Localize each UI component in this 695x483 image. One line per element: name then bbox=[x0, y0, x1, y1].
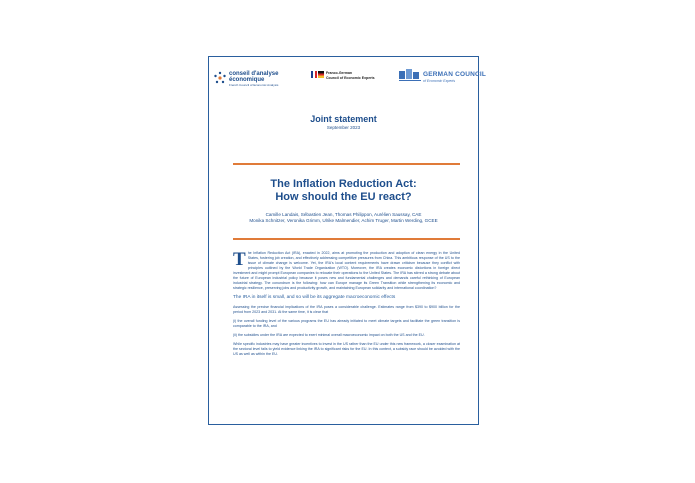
cae-name-line1: conseil d'analyse bbox=[229, 71, 279, 77]
gcee-mark-icon bbox=[399, 69, 421, 81]
gfr-line1: Franco-German bbox=[326, 71, 353, 75]
statement-body bbox=[233, 251, 460, 361]
authors bbox=[209, 212, 478, 224]
cae-star-icon bbox=[213, 71, 227, 85]
gcee-subtitle: of Economic Experts bbox=[423, 79, 456, 83]
cae-subtitle: French Council of Economic Analysis bbox=[229, 83, 279, 87]
paragraph-2: (i) the overall funding level of the various programs the EU has already initiated to meet climate targets and facilitate the green transition is comparable to the IRA, and bbox=[233, 319, 460, 328]
page-title bbox=[209, 178, 478, 204]
paragraph-3: (ii) the subsidies under the IRA are expected to exert minimal overall macroeconomic impact on both the US and the EU. bbox=[233, 333, 425, 337]
statement-date: September 2023 bbox=[326, 125, 361, 130]
statement-kind: Joint statement bbox=[310, 114, 377, 124]
paragraph-1: Assessing the precise financial implications of the IRA poses a considerable challenge. Estimates range from $390 to $900 billion for the period from 2023 and 2031. At the same time, it is clear that bbox=[233, 305, 460, 314]
title-line1: The Inflation Reduction Act: bbox=[270, 178, 417, 190]
divider-bottom bbox=[233, 238, 460, 240]
france-flag-icon bbox=[311, 71, 317, 78]
intro-paragraph bbox=[233, 251, 460, 291]
cae-name-line2: économique bbox=[229, 77, 265, 83]
logo-bar bbox=[213, 69, 487, 99]
paragraph-4: While specific industries may have greater incentives to invest in the US rather than the EU under this new framework, a closer examination at the sectoral level fails to yield evidence linking the IRA to significant risks for the EU. In this context, a subsidy race should be avoided with the US as well as within the EU. bbox=[233, 342, 460, 356]
section-heading: The IRA in itself is small, and so will be its aggregate macroeconomic effects bbox=[233, 295, 396, 300]
germany-flag-icon bbox=[318, 71, 324, 78]
gfr-line2: Council of Economic Experts bbox=[326, 75, 375, 80]
authors-gcee: Monika Schnitzer, Veronika Grimm, Ulrike Malmendier, Achim Truger, Martin Werding, GCEE bbox=[249, 218, 438, 223]
gcee-name: GERMAN COUNCIL bbox=[423, 71, 487, 78]
drop-cap: T bbox=[233, 249, 246, 270]
title-line2: How should the EU react? bbox=[275, 191, 412, 203]
intro-text: he Inflation Reduction Act (IRA), enacted in 2022, aims at promoting the production and adoption of clean energy in the United States, fostering job creation, and effectively addressing competitive pressures from China. This ambitious response of the US to the issue of climate change is welcome. Yet, the IRA's local content requirements have drawn criticism because they conflict with principles outlined by the World Trade Organization (WTO). Moreover, the IRA creates economic distortions in foreign direct investment and might prompt European companies to relocate their operations to the United States. The IRA has stirred a strong debate about the future of European industrial policy because it poses new and fundamental challenges and demands careful rethinking of European industrial strategy. The conundrum is the following: how can Europe manage its Green Transition while strengthening its economic and strategic resilience, preserving jobs and productivity growth, and maintaining European solidarity and international coordination? bbox=[233, 251, 460, 290]
flags-icon bbox=[311, 71, 324, 78]
document-page bbox=[208, 56, 487, 425]
divider-top bbox=[233, 163, 460, 165]
authors-cae: Camille Landais, Sébastien Jean, Thomas Philippon, Aurélien Saussay, CAE bbox=[265, 212, 422, 217]
